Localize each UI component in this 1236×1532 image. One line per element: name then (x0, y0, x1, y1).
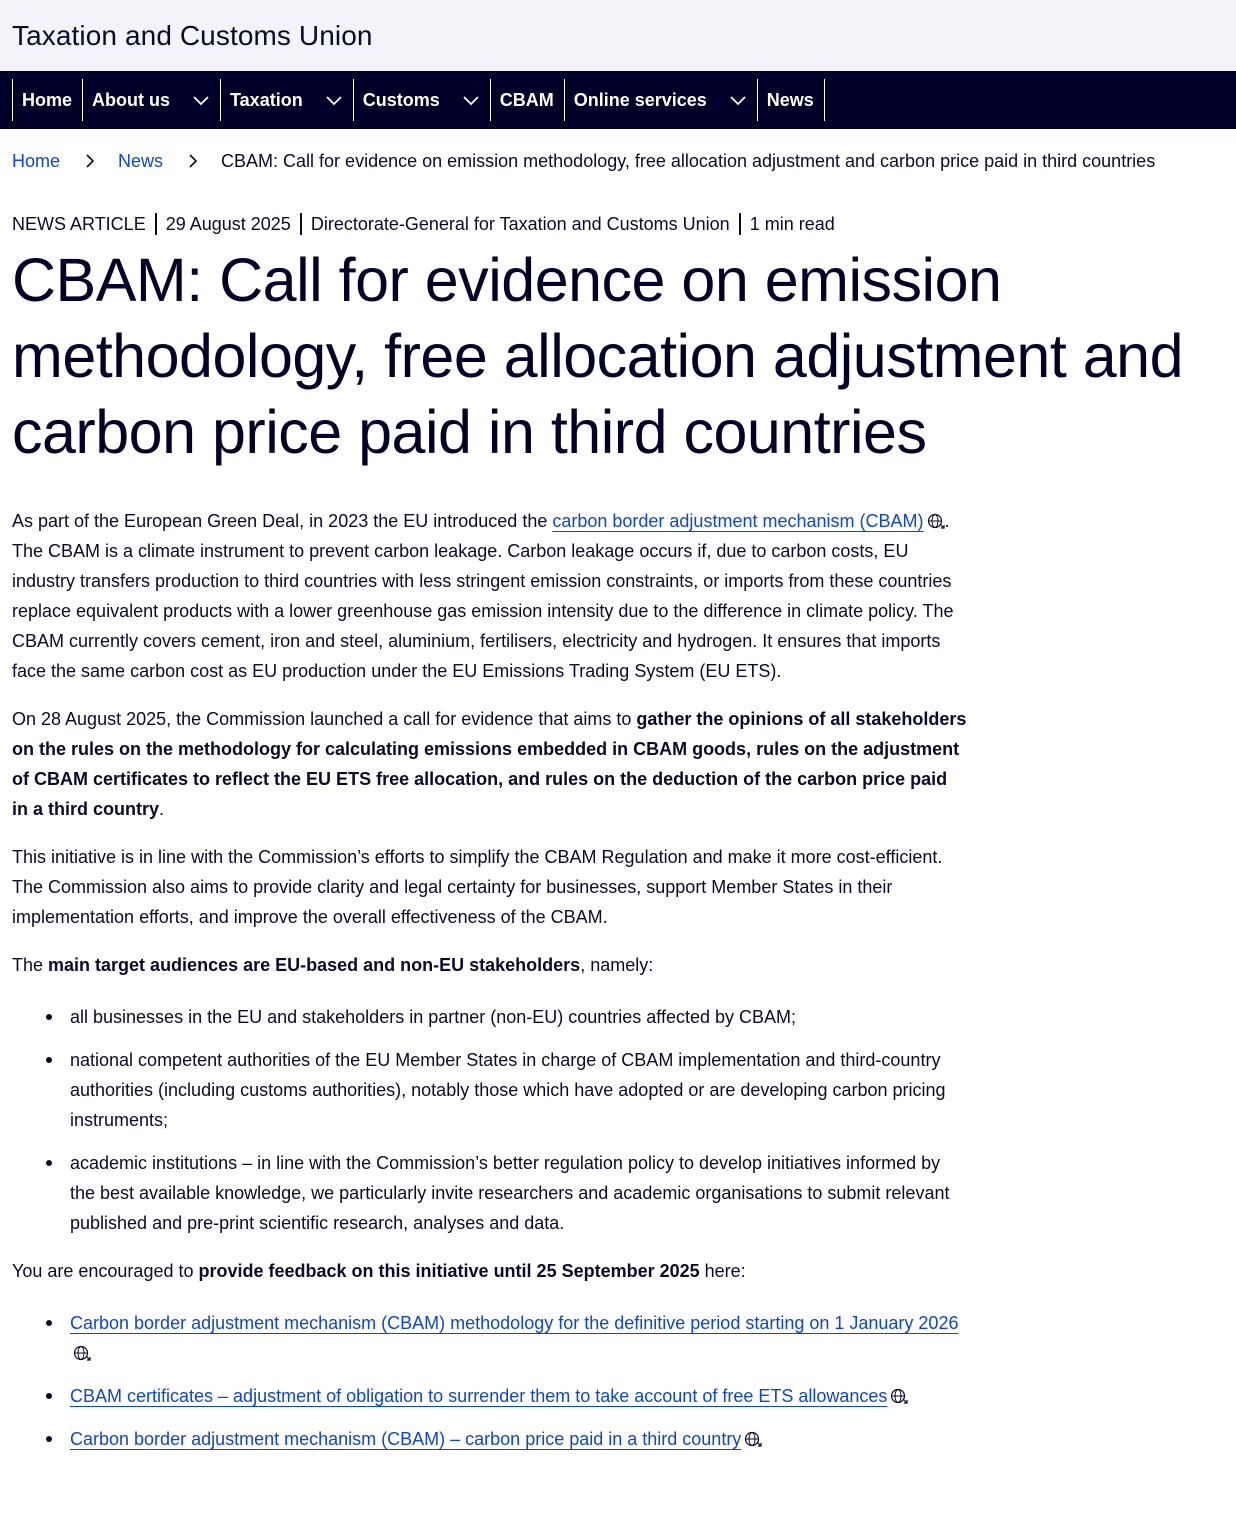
text: On 28 August 2025, the Commission launched a call for evidence that aims to (12, 709, 637, 729)
list-item (12, 1381, 968, 1411)
meta-author: Directorate-General for Taxation and Customs Union (310, 213, 730, 234)
breadcrumb-current: CBAM: Call for evidence on emission methodology, free allocation adjustment and carbon price paid in third countries (221, 151, 1156, 171)
text: . (159, 799, 165, 819)
meta-divider (155, 213, 157, 235)
meta-divider (739, 213, 741, 235)
meta-type: NEWS ARTICLE (12, 213, 146, 234)
list-item: all businesses in the EU and stakeholders in partner (non-EU) countries affected by CBAM; (12, 1002, 968, 1032)
list-item: academic institutions – in line with the Commission’s better regulation policy to develop initiatives informed by the best available knowledge, we particularly invite researchers and academic organisations to submit relevant published and pre-print scientific research, analyses and data. (12, 1148, 968, 1238)
bold-text: provide feedback on this initiative until 25 September 2025 (198, 1261, 700, 1281)
nav-item-news[interactable] (757, 79, 825, 121)
feedback-link-methodology[interactable]: Carbon border adjustment mechanism (CBAM) methodology for the definitive period starting on 1 January 2026 (70, 1313, 959, 1333)
paragraph-feedback (12, 1256, 968, 1286)
chevron-down-icon[interactable] (462, 91, 480, 109)
nav-item-customs[interactable] (353, 79, 490, 121)
nav-item-taxation[interactable] (220, 79, 353, 121)
text: , namely: (580, 955, 654, 975)
nav-item-about-us[interactable] (82, 79, 220, 121)
bold-text: main target audiences are EU-based and non-EU stakeholders (48, 955, 581, 975)
chevron-down-icon[interactable] (729, 91, 747, 109)
nav-label: About us (92, 89, 171, 110)
text: The (12, 955, 49, 975)
list-item (12, 1308, 968, 1368)
audience-list (12, 1002, 968, 1238)
feedback-link-carbon-price[interactable]: Carbon border adjustment mechanism (CBAM) – carbon price paid in a third country (70, 1429, 742, 1449)
main-navigation (0, 71, 1236, 129)
paragraph-intro (12, 506, 968, 686)
external-link-globe-icon (927, 509, 945, 527)
article-body (0, 506, 980, 1454)
feedback-links-list (12, 1308, 968, 1454)
chevron-right-icon (82, 153, 98, 169)
feedback-link-certificates[interactable]: CBAM certificates – adjustment of obligation to surrender them to take account of free ETS allowances (70, 1386, 888, 1406)
site-header (0, 0, 1236, 71)
chevron-down-icon[interactable] (192, 91, 210, 109)
text: here: (699, 1261, 746, 1281)
site-title[interactable]: Taxation and Customs Union (12, 19, 373, 51)
list-item: national competent authorities of the EU Member States in charge of CBAM implementation and third-country authorities (including customs authorities), notably those which have adopted or are developing carbon pricing instruments; (12, 1045, 968, 1135)
nav-label: Customs (362, 89, 440, 110)
external-link-globe-icon (890, 1384, 908, 1402)
nav-label: Online services (573, 89, 707, 110)
text: As part of the European Green Deal, in 2023 the EU introduced the (12, 511, 553, 531)
page-title: CBAM: Call for evidence on emission methodology, free allocation adjustment and carbon price paid in third countries (12, 246, 1184, 466)
text: . The CBAM is a climate instrument to prevent carbon leakage. Carbon leakage occurs if, due to carbon costs, EU industry transfers production to third countries with less stringent emission constraints, or imports from these countries replace equivalent products with a lower greenhouse gas emission intensity due to the difference in climate policy. The CBAM currently covers cement, iron and steel, aluminium, fertilisers, electricity and hydrogen. It ensures that imports face the same carbon cost as EU production under the EU Emissions Trading System (EU ETS). (12, 511, 954, 681)
paragraph-call-for-evidence (12, 704, 968, 824)
article-meta (0, 189, 1236, 235)
nav-label: News (766, 89, 814, 110)
nav-label: Taxation (230, 89, 303, 110)
breadcrumb-home-link[interactable]: Home (12, 151, 61, 171)
meta-divider (300, 213, 302, 235)
chevron-right-icon (185, 153, 201, 169)
nav-label: Home (22, 89, 73, 110)
cbam-link[interactable]: carbon border adjustment mechanism (CBAM) (552, 511, 924, 531)
meta-date: 29 August 2025 (165, 213, 291, 234)
nav-item-home[interactable] (12, 79, 82, 121)
nav-label: CBAM (499, 89, 554, 110)
text: You are encouraged to (12, 1261, 199, 1281)
nav-item-online-services[interactable] (564, 79, 757, 121)
list-item (12, 1424, 968, 1454)
external-link-globe-icon (744, 1427, 762, 1445)
breadcrumb (0, 129, 1236, 189)
paragraph-audiences (12, 950, 968, 980)
bold-text: gather the opinions of all stakeholders on the rules on the methodology for calculating emissions embedded in CBAM goods, rules on the adjustment of CBAM certificates to reflect the EU ETS free allocation, and rules on the deduction of the carbon price paid in a third country (12, 709, 967, 819)
breadcrumb-news-link[interactable]: News (118, 151, 164, 171)
chevron-down-icon[interactable] (325, 91, 343, 109)
nav-item-cbam[interactable] (490, 79, 564, 121)
external-link-globe-icon (73, 1341, 91, 1359)
paragraph-initiative: This initiative is in line with the Commission’s efforts to simplify the CBAM Regulation and make it more cost-efficient. The Commission also aims to provide clarity and legal certainty for businesses, support Member States in their implementation efforts, and improve the overall effectiveness of the CBAM. (12, 847, 943, 927)
meta-read-time: 1 min read (749, 213, 835, 234)
